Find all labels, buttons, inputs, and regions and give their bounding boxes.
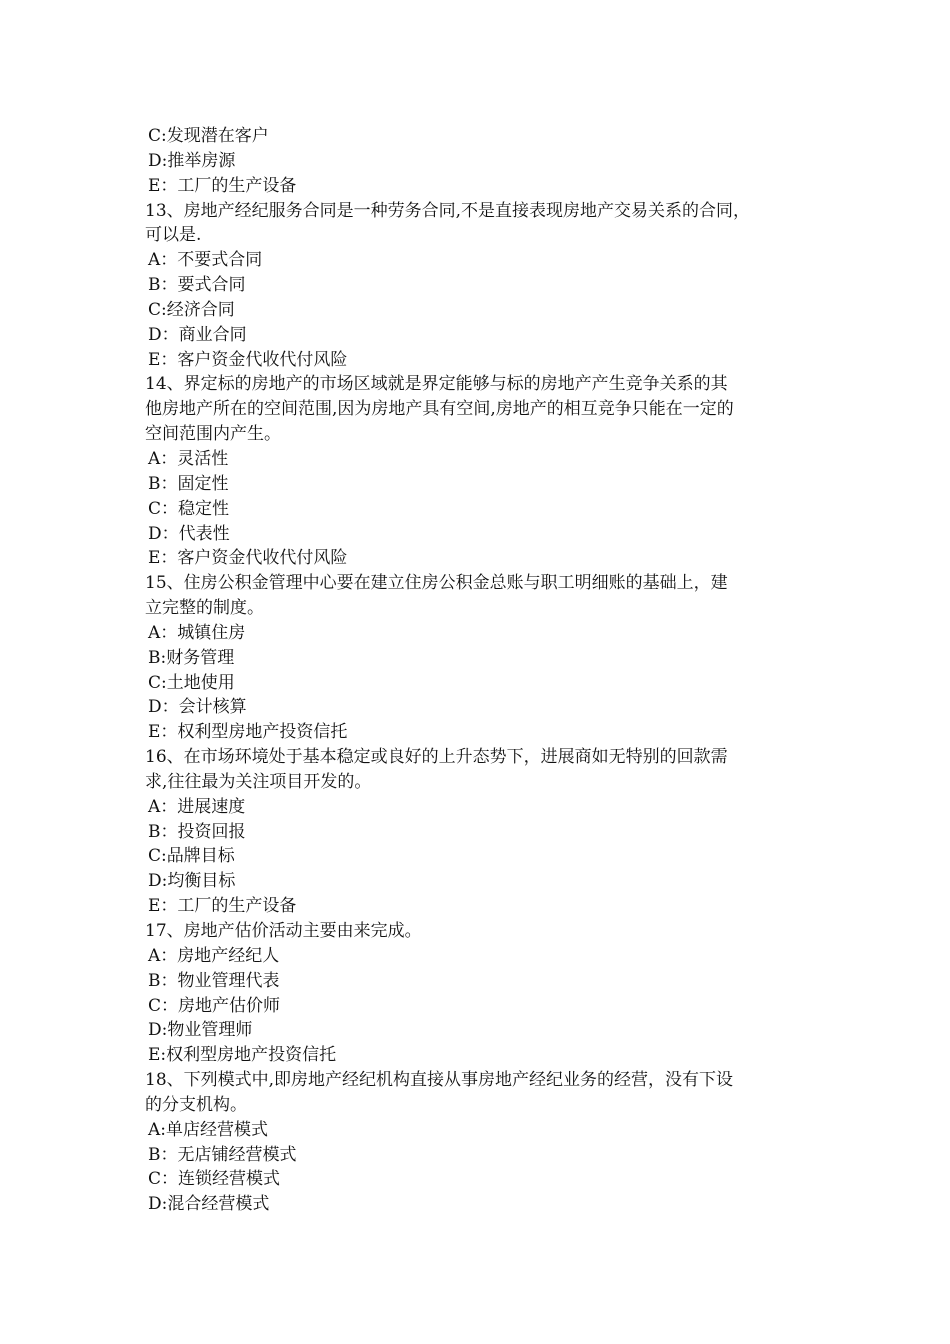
answer-option: B：固定性 [148,473,229,494]
answer-option: D:均衡目标 [148,871,236,892]
question-text-line: 14、界定标的房地产的市场区域就是界定能够与标的房地产产生竞争关系的其 [145,374,728,395]
question-text-line: 他房地产所在的空间范围,因为房地产具有空间,房地产的相互竞争只能在一定的 [145,399,734,420]
answer-option: C:经济合同 [148,299,235,320]
answer-option: C：连锁经营模式 [148,1169,281,1190]
question-text-line: 16、在市场环境处于基本稳定或良好的上升态势下，进展商如无特别的回款需 [145,747,728,768]
answer-option: E：工厂的生产设备 [148,175,297,196]
answer-option: A：灵活性 [148,448,229,469]
answer-option: A：城镇住房 [148,622,246,643]
answer-option: C:发现潜在客户 [148,126,269,146]
answer-option: D：会计核算 [148,697,247,718]
answer-option: A：不要式合同 [148,250,263,271]
answer-option: D:物业管理师 [148,1020,253,1041]
answer-option: B：要式合同 [148,275,246,296]
answer-option: C：房地产估价师 [148,995,281,1016]
question-text-line: 求,往往最为关注项目开发的。 [145,771,372,792]
answer-option: A：房地产经纪人 [148,945,280,966]
answer-option: B：投资回报 [148,821,246,842]
answer-option: C：稳定性 [148,498,230,519]
answer-option: B：物业管理代表 [148,970,280,991]
answer-option: D：代表性 [148,523,230,544]
answer-option: C:土地使用 [148,672,235,693]
question-text-line: 17、房地产估价活动主要由来完成。 [145,921,422,941]
answer-option: E：客户资金代收代付风险 [148,548,348,569]
answer-option: B：无店铺经营模式 [148,1144,297,1165]
answer-option: A：进展速度 [148,796,246,817]
answer-option: B:财务管理 [148,647,235,668]
answer-option: A:单店经营模式 [148,1119,269,1140]
answer-option: D:推举房源 [148,150,236,171]
answer-option: D：商业合同 [148,324,247,345]
question-text-line: 可以是. [145,225,202,246]
question-text-line: 13、房地产经纪服务合同是一种劳务合同,不是直接表现房地产交易关系的合同， [145,200,751,221]
answer-option: C:品牌目标 [148,846,235,867]
question-text-line: 立完整的制度。 [145,598,264,619]
question-text-line: 15、住房公积金管理中心要在建立住房公积金总账与职工明细账的基础上，建 [145,573,728,594]
question-text-line: 18、下列模式中,即房地产经纪机构直接从事房地产经纪业务的经营，没有下设 [145,1070,734,1091]
exam-text-body [145,124,817,1217]
question-text-line: 的分支机构。 [145,1094,247,1115]
answer-option: E:权利型房地产投资信托 [148,1045,337,1066]
answer-option: D:混合经营模式 [148,1194,270,1215]
answer-option: E：工厂的生产设备 [148,896,297,917]
question-text-line: 空间范围内产生。 [145,424,281,445]
answer-option: E：权利型房地产投资信托 [148,722,348,743]
answer-option: E：客户资金代收代付风险 [148,349,348,370]
